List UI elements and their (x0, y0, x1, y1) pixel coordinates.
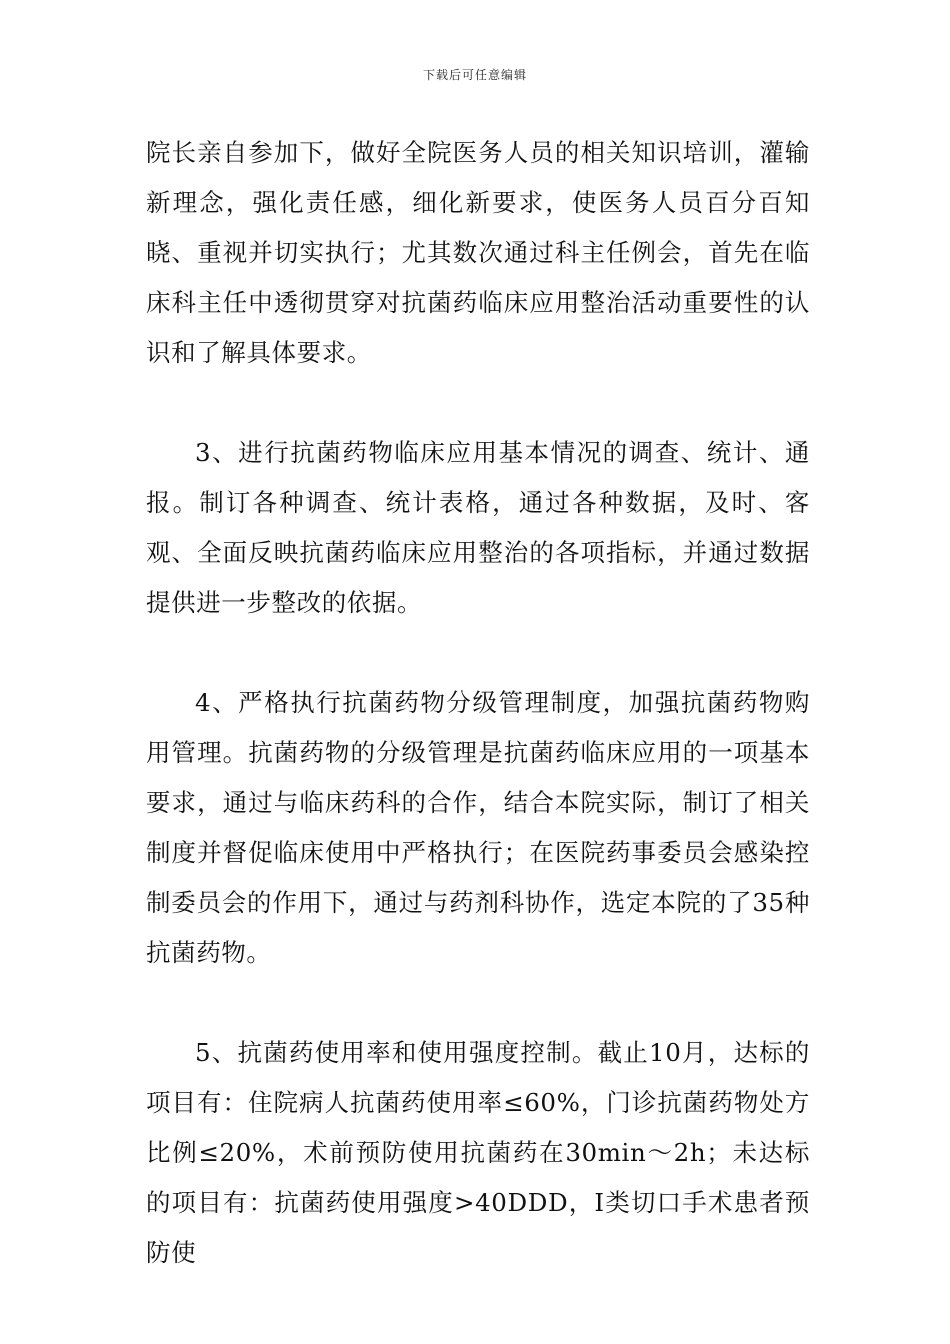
paragraph-item-5: 5、抗菌药使用率和使用强度控制。截止10月，达标的项目有：住院病人抗菌药使用率≤60%，门诊抗菌药物处方比例≤20%，术前预防使用抗菌药在30min～2h；未达标的项目有：抗菌药使用强度>40DDD，I类切口手术患者预防使 (146, 1038, 810, 1267)
paragraph-item-4: 4、严格执行抗菌药物分级管理制度，加强抗菌药物购用管理。抗菌药物的分级管理是抗菌药临床应用的一项基本要求，通过与临床药科的合作，结合本院实际，制订了相关制度并督促临床使用中严格执行；在医院药事委员会感染控制委员会的作用下，通过与药剂科协作，选定本院的了35种抗菌药物。 (146, 688, 810, 967)
paragraph-spacer (146, 628, 810, 678)
paragraph-continuation: 院长亲自参加下，做好全院医务人员的相关知识培训，灌输新理念，强化责任感，细化新要求，使医务人员百分百知晓、重视并切实执行；尤其数次通过科主任例会，首先在临床科主任中透彻贯穿对抗菌药临床应用整治活动重要性的认识和了解具体要求。 (146, 138, 810, 367)
paragraph-spacer (146, 378, 810, 428)
page-header-note: 下载后可任意编辑 (422, 68, 527, 82)
paragraph-spacer (146, 978, 810, 1028)
paragraph-item-3: 3、进行抗菌药物临床应用基本情况的调查、统计、通报。制订各种调查、统计表格，通过各种数据，及时、客观、全面反映抗菌药临床应用整治的各项指标，并通过数据提供进一步整改的依据。 (146, 438, 810, 617)
document-body (146, 128, 810, 1278)
